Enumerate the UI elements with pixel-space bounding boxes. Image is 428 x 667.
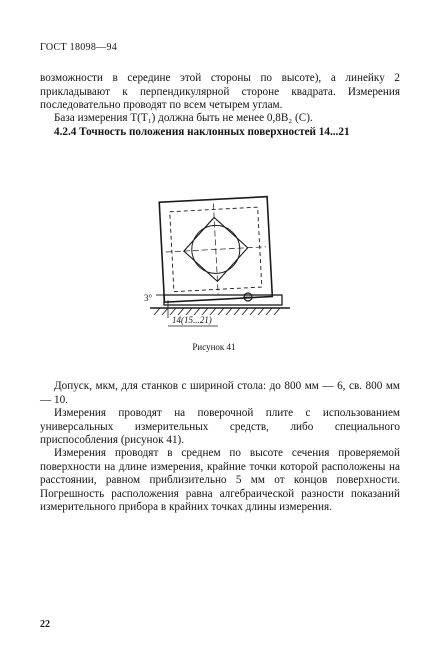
base-hatching xyxy=(154,308,280,315)
paragraph-tolerance: Допуск, мкм, для станков с шириной стола: до 800 мм — 6, св. 800 мм — 10. xyxy=(40,380,400,406)
surface-plate xyxy=(150,293,290,326)
figure-caption: Рисунок 41 xyxy=(192,342,236,352)
document-header: ГОСТ 18098—94 xyxy=(40,42,118,53)
paragraph-continuation: возможности в середине этой стороны по высоте), а линейку 2 прикладывают к перпендикулярной стороне квадрата. Измерения последовательно проводят по всем четырем углам. xyxy=(40,72,400,111)
surface-label: 14(15...21) xyxy=(172,315,212,325)
page-number: 22 xyxy=(40,619,50,630)
figure-41-drawing xyxy=(130,188,300,336)
paragraph-measurement-procedure: Измерения проводят в среднем по высоте сечения проверяемой поверхности на длине измерения, крайние точки которой расположены на расстоянии, равном приблизительно 5 мм от концов поверхности. Погрешность расположения равна алгебраической разности показаний измерительного прибора в крайних точках длины измерения. xyxy=(40,447,400,513)
paragraph-measurement-method: Измерения проводят на поверочной плите с использованием универсальных измерительных средств, либо специального приспособления (рисунок 41). xyxy=(40,407,400,446)
section-heading: 4.2.4 Точность положения наклонных поверхностей 14...21 xyxy=(54,126,350,138)
paragraph-base: База измерения T(T₁) должна быть не менее 0,8B₂ (С). xyxy=(54,112,313,124)
tilted-workpiece xyxy=(159,197,272,303)
angle-label: 3° xyxy=(144,293,153,303)
